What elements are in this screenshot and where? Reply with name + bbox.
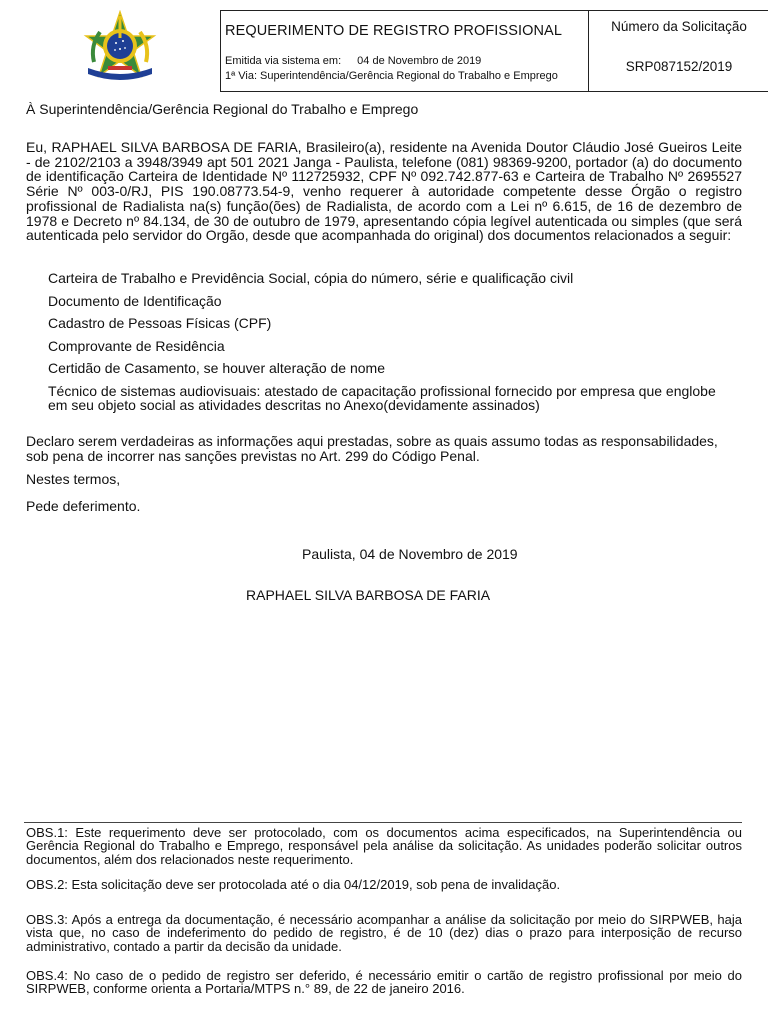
coat-of-arms-logo: [82, 10, 158, 82]
observations-divider: [24, 822, 742, 823]
request-number-label: Número da Solicitação: [611, 19, 747, 34]
observation-4: OBS.4: No caso de o pedido de registro ser deferido, é necessário emitir o cartão de registro profissional por meio do SIRPWEB, conforme orienta a Portaria/MTPS n.° 89, de 22 de janeiro 2016.: [26, 968, 742, 997]
list-item: Certidão de Casamento, se houver alteração de nome: [48, 360, 385, 376]
list-item: Documento de Identificação: [48, 292, 222, 309]
request-body: Eu, RAPHAEL SILVA BARBOSA DE FARIA, Brasileiro(a), residente na Avenida Doutor Cláudio José Gueiros Leite - de 2102/2103 a 3948/3949 apt 501 2021 Janga - Paulista, telefone (081) 98369-9200, portador (a) do documento de identificação Carteira de Identidade Nº 112725932, CPF Nº 092.742.877-63 e Carteira de Trabalho Nº 2695527 Série Nº 003-0/RJ, PIS 190.08773.54-9, venho requerer à autoridade competente desse Órgão o registro profissional de Radialista na(s) função(ões) de Radialista, de acordo com a Lei nº 6.615, de 16 de dezembro de 1978 e Decreto nº 84.134, de 30 de outubro de 1979, apresentando cópia legível autenticada ou simples (que será autenticada pelo servidor do Orgão, desde que acompanhada do original) dos documentos relacionados a seguir:: [26, 139, 742, 244]
declaration: Declaro serem verdadeiras as informações aqui prestadas, sobre as quais assumo todas as responsabilidades, sob pena de incorrer nas sanções previstas no Art. 299 do Código Penal.: [26, 433, 718, 464]
issued-label: Emitida via sistema em:: [225, 55, 342, 67]
observation-3: OBS.3: Após a entrega da documentação, é necessário acompanhar a análise da solicitação por meio do SIRPWEB, haja vista que, no caso de indeferimento do pedido de registro, é de 10 (dez) dias o prazo para interposição de recurso administrativo, contado a partir da decisão da unidade.: [26, 912, 742, 954]
list-item: Cadastro de Pessoas Físicas (CPF): [48, 315, 272, 331]
document-list: [48, 271, 738, 421]
issued-line: [225, 55, 481, 67]
addressee: À Superintendência/Gerência Regional do Trabalho e Emprego: [26, 101, 419, 117]
place-and-date: Paulista, 04 de Novembro de 2019: [302, 546, 518, 562]
header-box: [220, 10, 768, 92]
list-item: Carteira de Trabalho e Previdência Social, cópia do número, série e qualificação civil: [48, 270, 574, 286]
request-number: SRP087152/2019: [625, 59, 733, 74]
document-title: REQUERIMENTO DE REGISTRO PROFISSIONAL: [225, 23, 562, 39]
list-item: Técnico de sistemas audiovisuais: atestado de capacitação profissional fornecido por empresa que englobe em seu objeto social as atividades descritas no Anexo(devidamente assinados): [48, 382, 716, 413]
issued-date: 04 de Novembro de 2019: [357, 55, 482, 67]
copy-destination: 1ª Via: Superintendência/Gerência Regional do Trabalho e Emprego: [225, 70, 558, 82]
closing-request: Pede deferimento.: [26, 498, 141, 514]
closing-terms: Nestes termos,: [26, 471, 121, 487]
observation-2: OBS.2: Esta solicitação deve ser protocolada até o dia 04/12/2019, sob pena de invalidação.: [26, 877, 561, 892]
list-item: Comprovante de Residência: [48, 337, 225, 354]
signer-name: RAPHAEL SILVA BARBOSA DE FARIA: [246, 587, 491, 603]
observation-1: OBS.1: Este requerimento deve ser protocolado, com os documentos acima especificados, na Superintendência ou Gerência Regional do Trabalho e Emprego, responsável pela análise da solicitação. As unidades poderão solicitar outros documentos, além dos relacionados neste requerimento.: [26, 825, 742, 867]
